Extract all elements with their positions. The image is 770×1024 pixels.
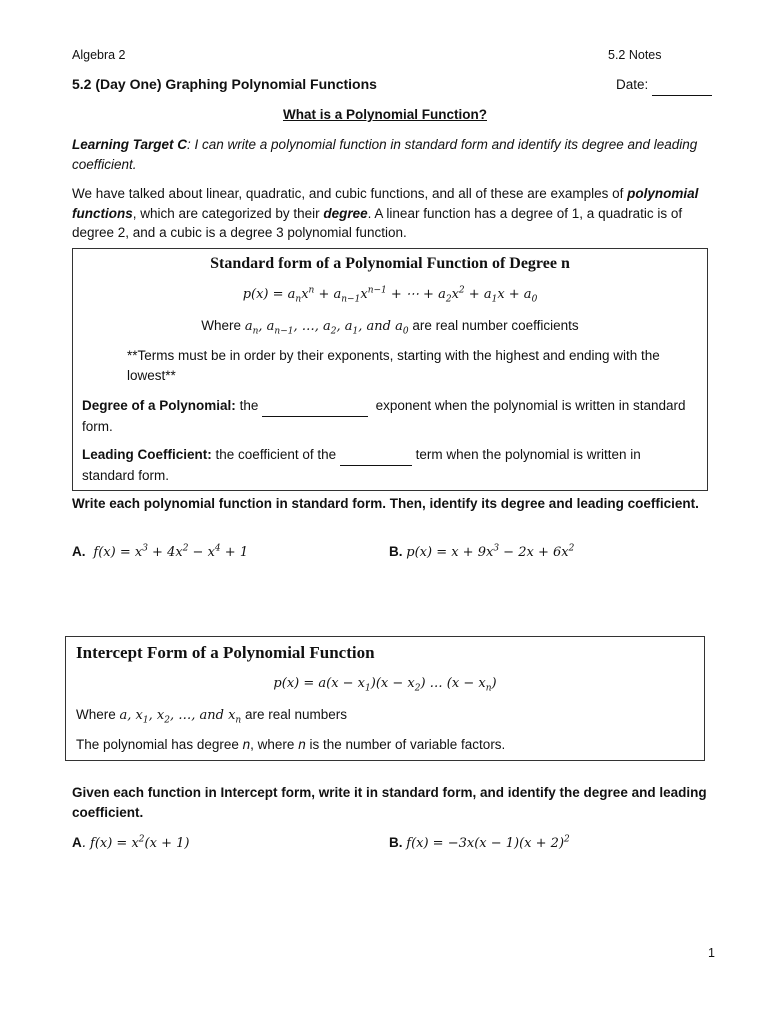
intercept-form-formula: $p(x) = a(x - x_1)(x - x_2)$ … $(x - x_n)$ <box>273 676 497 694</box>
notes-label: 5.2 Notes <box>608 48 662 62</box>
lead-blank <box>340 445 412 466</box>
section-heading: What is a Polynomial Function? <box>282 107 487 122</box>
terms-note: **Terms must be in order by their exponents, starting with the highest and ending with the lowest** <box>127 348 660 383</box>
exercise1-a <box>72 542 248 563</box>
intercept-degree-line <box>76 735 505 755</box>
degree-text-b: exponent when the polynomial is written in standard form. <box>82 398 686 434</box>
date-blank <box>652 75 712 96</box>
degree-label: Degree of a Polynomial: <box>82 398 236 413</box>
date-field <box>616 75 712 96</box>
intercept-where-lead: Where <box>76 707 116 722</box>
learning-target <box>72 135 702 174</box>
page-number: 1 <box>708 946 715 960</box>
exercise1-b <box>389 542 574 563</box>
degree-blank <box>262 396 368 417</box>
coefficients-line <box>72 316 708 337</box>
date-label: Date: <box>616 77 649 92</box>
exercise2-b-label: B. <box>389 835 403 850</box>
lead-text-a: the coefficient of the <box>215 447 337 462</box>
exercise1-instructions: Write each polynomial function in standard form. Then, identify its degree and leading coefficient. <box>72 496 699 511</box>
exercise1-a-label: A. <box>72 544 86 559</box>
exercise1-b-formula: $p(x) = x + 9x^3 - 2x + 6x^2$ <box>406 543 575 560</box>
intercept-where-tail: are real numbers <box>244 707 348 722</box>
learning-target-label: Learning Target C <box>72 137 188 152</box>
intercept-variables: a, $x_1$, $x_2$, …, and $x_n$ <box>119 708 242 726</box>
intercept-degree-b: , where <box>250 737 295 752</box>
intro-text-1: We have talked about linear, quadratic, and cubic functions, and all of these are examples of <box>72 186 624 201</box>
intercept-degree-n2: n <box>298 737 306 752</box>
exercise1-b-label: B. <box>389 544 403 559</box>
exercise2-b <box>389 833 570 854</box>
where-tail: are real number coefficients <box>412 318 579 333</box>
intro-term-polynomial: polynomial functions <box>72 186 699 221</box>
where-lead: Where <box>201 318 242 333</box>
leading-coefficient-definition <box>82 445 692 485</box>
coefficients-list: $a_n$, $a_{n-1}$, …, $a_2$, $a_1$, and $a_0$ <box>244 319 409 337</box>
exercise2-b-formula: $f(x) = -3x(x - 1)(x + 2)^2$ <box>406 834 570 851</box>
exercise2-a <box>72 833 189 854</box>
intercept-degree-c: is the number of variable factors. <box>309 737 506 752</box>
intro-text-2: , which are categorized by their <box>132 205 320 221</box>
exercise2-a-label: A <box>72 835 82 850</box>
exercise1-a-formula: $f(x) = x^3 + 4x^2 - x^4 + 1$ <box>89 543 249 560</box>
lead-label: Leading Coefficient: <box>82 447 212 462</box>
intro-paragraph <box>72 184 712 243</box>
intercept-degree-a: The polynomial has degree <box>76 737 239 752</box>
page-title: 5.2 (Day One) Graphing Polynomial Functions <box>72 76 377 92</box>
intercept-degree-n: n <box>242 737 251 752</box>
standard-form-formula: $p(x) = a_nx^n + a_{n-1}x^{n-1}$ + ⋯ + $a_2x^2 + a_1x + a_0$ <box>242 285 538 305</box>
intro-term-degree: degree <box>323 205 368 221</box>
exercise2-instructions: Given each function in Intercept form, write it in standard form, and identify the degree and leading coefficient. <box>72 785 707 820</box>
standard-form-title: Standard form of a Polynomial Function of Degree n <box>210 255 570 272</box>
course-label: Algebra 2 <box>72 48 126 62</box>
degree-definition <box>82 396 692 436</box>
intercept-form-title: Intercept Form of a Polynomial Function <box>76 643 375 662</box>
lead-text-b: term when the polynomial is written in standard form. <box>82 447 641 483</box>
intro-text-3: . A linear function has a degree of 1, a quadratic is of degree 2, and a cubic is a degree 3 polynomial function. <box>72 205 683 240</box>
intercept-where-line <box>76 705 347 726</box>
learning-target-text: : I can write a polynomial function in standard form and identify its degree and leading coefficient. <box>72 137 698 172</box>
exercise2-a-formula: . $f(x) = x^2(x + 1)$ <box>81 834 190 851</box>
degree-text-a: the <box>239 398 259 413</box>
